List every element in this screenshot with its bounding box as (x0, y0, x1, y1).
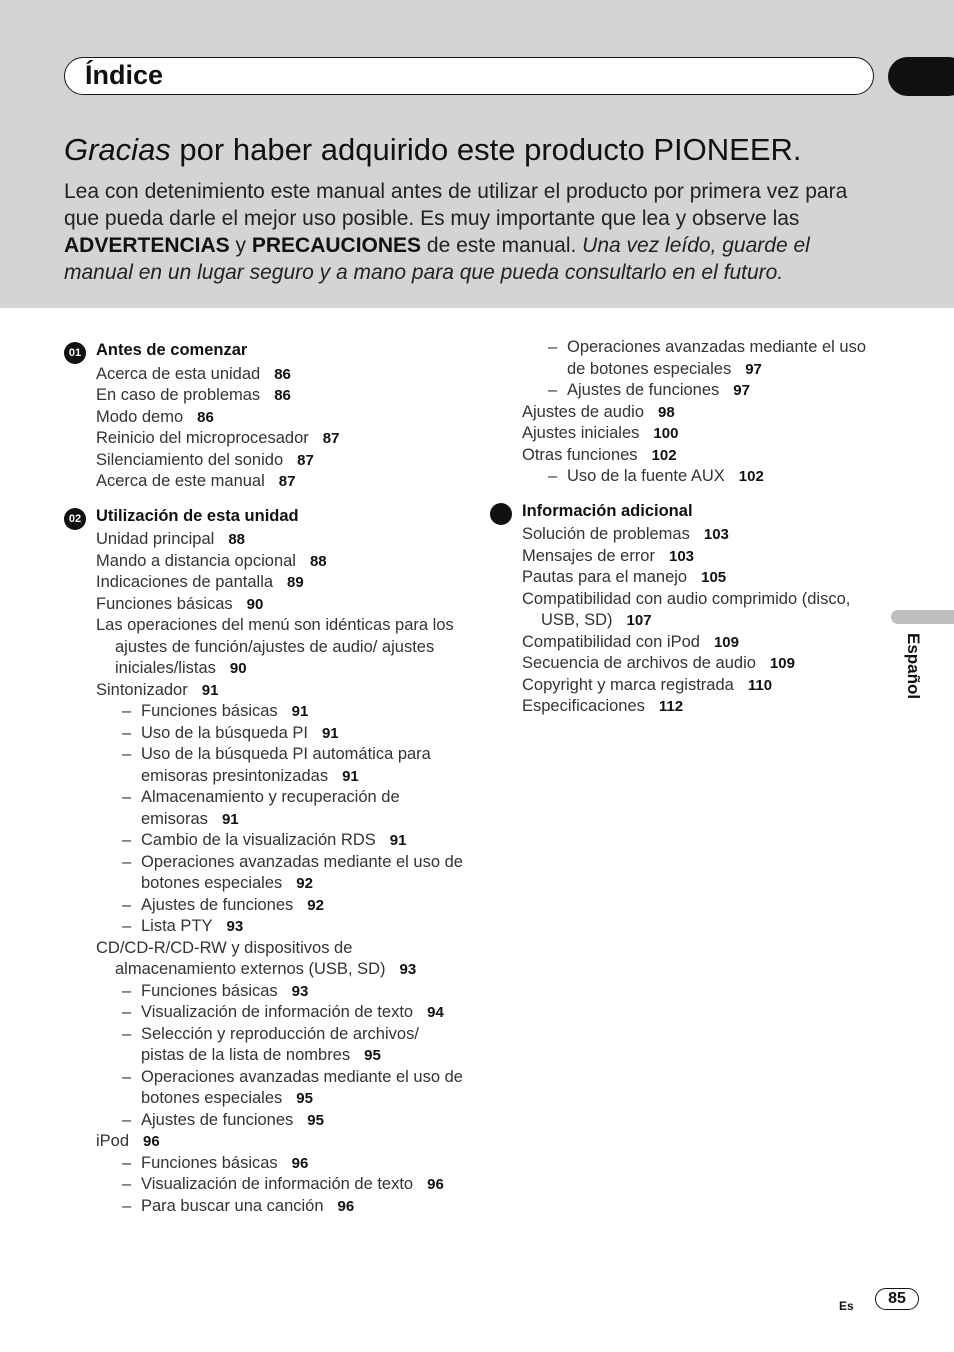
toc-subentry[interactable]: – Almacenamiento y recuperación de emisoras 91 (122, 788, 400, 828)
toc-entry[interactable]: Pautas para el manejo 105 (522, 568, 727, 586)
intro-text-3: de este manual. (421, 234, 583, 257)
headline-rest: por haber adquirido este producto PIONEER. (170, 132, 802, 167)
header-band (0, 0, 954, 308)
toc-entry[interactable]: Solución de problemas 103 (522, 525, 729, 543)
toc-entry[interactable]: Acerca de este manual 87 (96, 472, 296, 490)
section-title-01[interactable]: Antes de comenzar (96, 341, 248, 359)
toc-subentry[interactable]: – Operaciones avanzadas mediante el uso de botones especiales 95 (122, 1067, 463, 1107)
toc-subentry[interactable]: – Ajustes de funciones 95 (122, 1110, 324, 1129)
headline-italic: Gracias (64, 132, 171, 167)
toc-subentry[interactable]: – Funciones básicas 96 (122, 1153, 309, 1172)
intro-text-2: y (229, 234, 252, 257)
toc-subentry[interactable]: – Operaciones avanzadas mediante el uso de botones especiales 97 (548, 338, 867, 378)
section-title-pill (64, 57, 874, 95)
toc-entry[interactable]: Silenciamiento del sonido 87 (96, 450, 314, 469)
toc-entry[interactable]: Sintonizador 91 (96, 680, 219, 699)
toc-subentry[interactable]: – Visualización de información de texto 96 (122, 1175, 444, 1193)
language-label: Español (904, 633, 923, 700)
chapter-tab (888, 57, 954, 96)
toc-subentry[interactable]: – Funciones básicas 91 (122, 702, 309, 720)
toc-left-column (64, 340, 464, 1217)
toc-entry[interactable]: Copyright y marca registrada 110 (522, 675, 773, 694)
toc-subentry[interactable]: – Ajustes de funciones 97 (548, 381, 750, 399)
toc-subentry[interactable]: – Funciones básicas 93 (122, 981, 309, 1000)
toc-section-02-continued (490, 337, 870, 488)
toc-subentry[interactable]: – Selección y reproducción de archivos/ pistas de la lista de nombres 95 (122, 1024, 419, 1064)
toc-entry[interactable]: Reinicio del microprocesador 87 (96, 429, 340, 447)
section-title-02[interactable]: Utilización de esta unidad (96, 506, 299, 525)
toc-entry[interactable]: Secuencia de archivos de audio 109 (522, 654, 795, 672)
toc-section-01 (64, 340, 464, 493)
intro-italic: Una vez leído, guarde el manual en un lugar seguro y a mano para que pueda consultarlo en el futuro. (64, 234, 810, 284)
section-title: Índice (85, 60, 164, 90)
section-badge-03 (490, 503, 512, 525)
toc-entry[interactable]: Otras funciones 102 (522, 445, 677, 464)
toc-entry[interactable]: Compatibilidad con audio comprimido (disco, USB, SD) 107 (522, 589, 851, 629)
toc-entry[interactable]: Las operaciones del menú son idénticas para los ajustes de función/ajustes de audio/ ajustes iniciales/listas 90 (96, 616, 454, 677)
toc-section-03 (490, 501, 870, 718)
toc-entry[interactable]: Compatibilidad con iPod 109 (522, 632, 739, 651)
footer-language-code: Es (839, 1299, 854, 1313)
toc-entry[interactable]: Unidad principal 88 (96, 530, 246, 548)
toc-entry[interactable]: Mensajes de error 103 (522, 546, 695, 565)
intro-bold-cautions: PRECAUCIONES (251, 234, 422, 257)
language-side-tab (891, 610, 954, 624)
intro-paragraph (64, 178, 884, 286)
toc-entry[interactable]: Indicaciones de pantalla 89 (96, 573, 304, 591)
toc-entry[interactable]: Funciones básicas 90 (96, 594, 264, 613)
toc-right-column (490, 337, 870, 718)
toc-entry[interactable]: Modo demo 86 (96, 407, 214, 426)
toc-subentry[interactable]: – Operaciones avanzadas mediante el uso de botones especiales 92 (122, 852, 463, 892)
section-badge-02: 02 (64, 508, 86, 530)
intro-bold-warnings: ADVERTENCIAS (64, 234, 230, 257)
toc-entry[interactable]: Especificaciones 112 (522, 697, 684, 715)
toc-subentry[interactable]: – Para buscar una canción 96 (122, 1196, 355, 1215)
toc-entry[interactable]: Ajustes iniciales 100 (522, 424, 679, 442)
toc-entry[interactable]: Mando a distancia opcional 88 (96, 551, 327, 570)
toc-entry[interactable]: CD/CD-R/CD-RW y dispositivos de almacenamiento externos (USB, SD) 93 (96, 938, 417, 978)
toc-entry[interactable]: Ajustes de audio 98 (522, 402, 675, 421)
section-title-03[interactable]: Información adicional (522, 501, 693, 520)
page-number: 85 (875, 1288, 919, 1310)
toc-entry[interactable]: En caso de problemas 86 (96, 386, 291, 404)
toc-subentry[interactable]: – Uso de la búsqueda PI 91 (122, 723, 339, 742)
headline (64, 132, 802, 168)
toc-subentry[interactable]: – Visualización de información de texto 94 (122, 1003, 444, 1021)
toc-subentry[interactable]: – Uso de la fuente AUX 102 (548, 467, 764, 485)
toc-entry[interactable]: iPod 96 (96, 1132, 160, 1150)
toc-section-02 (64, 506, 464, 1218)
toc-subentry[interactable]: – Uso de la búsqueda PI automática para emisoras presintonizadas 91 (122, 745, 431, 785)
toc-subentry[interactable]: – Lista PTY 93 (122, 917, 244, 935)
toc-entry[interactable]: Acerca de esta unidad 86 (96, 364, 291, 383)
intro-text-1: Lea con detenimiento este manual antes de utilizar el producto por primera vez para que pueda darle el mejor uso posible. Es muy importante que lea y observe las (64, 180, 848, 230)
toc-subentry[interactable]: – Cambio de la visualización RDS 91 (122, 831, 407, 849)
section-badge-01: 01 (64, 342, 86, 364)
toc-subentry[interactable]: – Ajustes de funciones 92 (122, 895, 324, 914)
